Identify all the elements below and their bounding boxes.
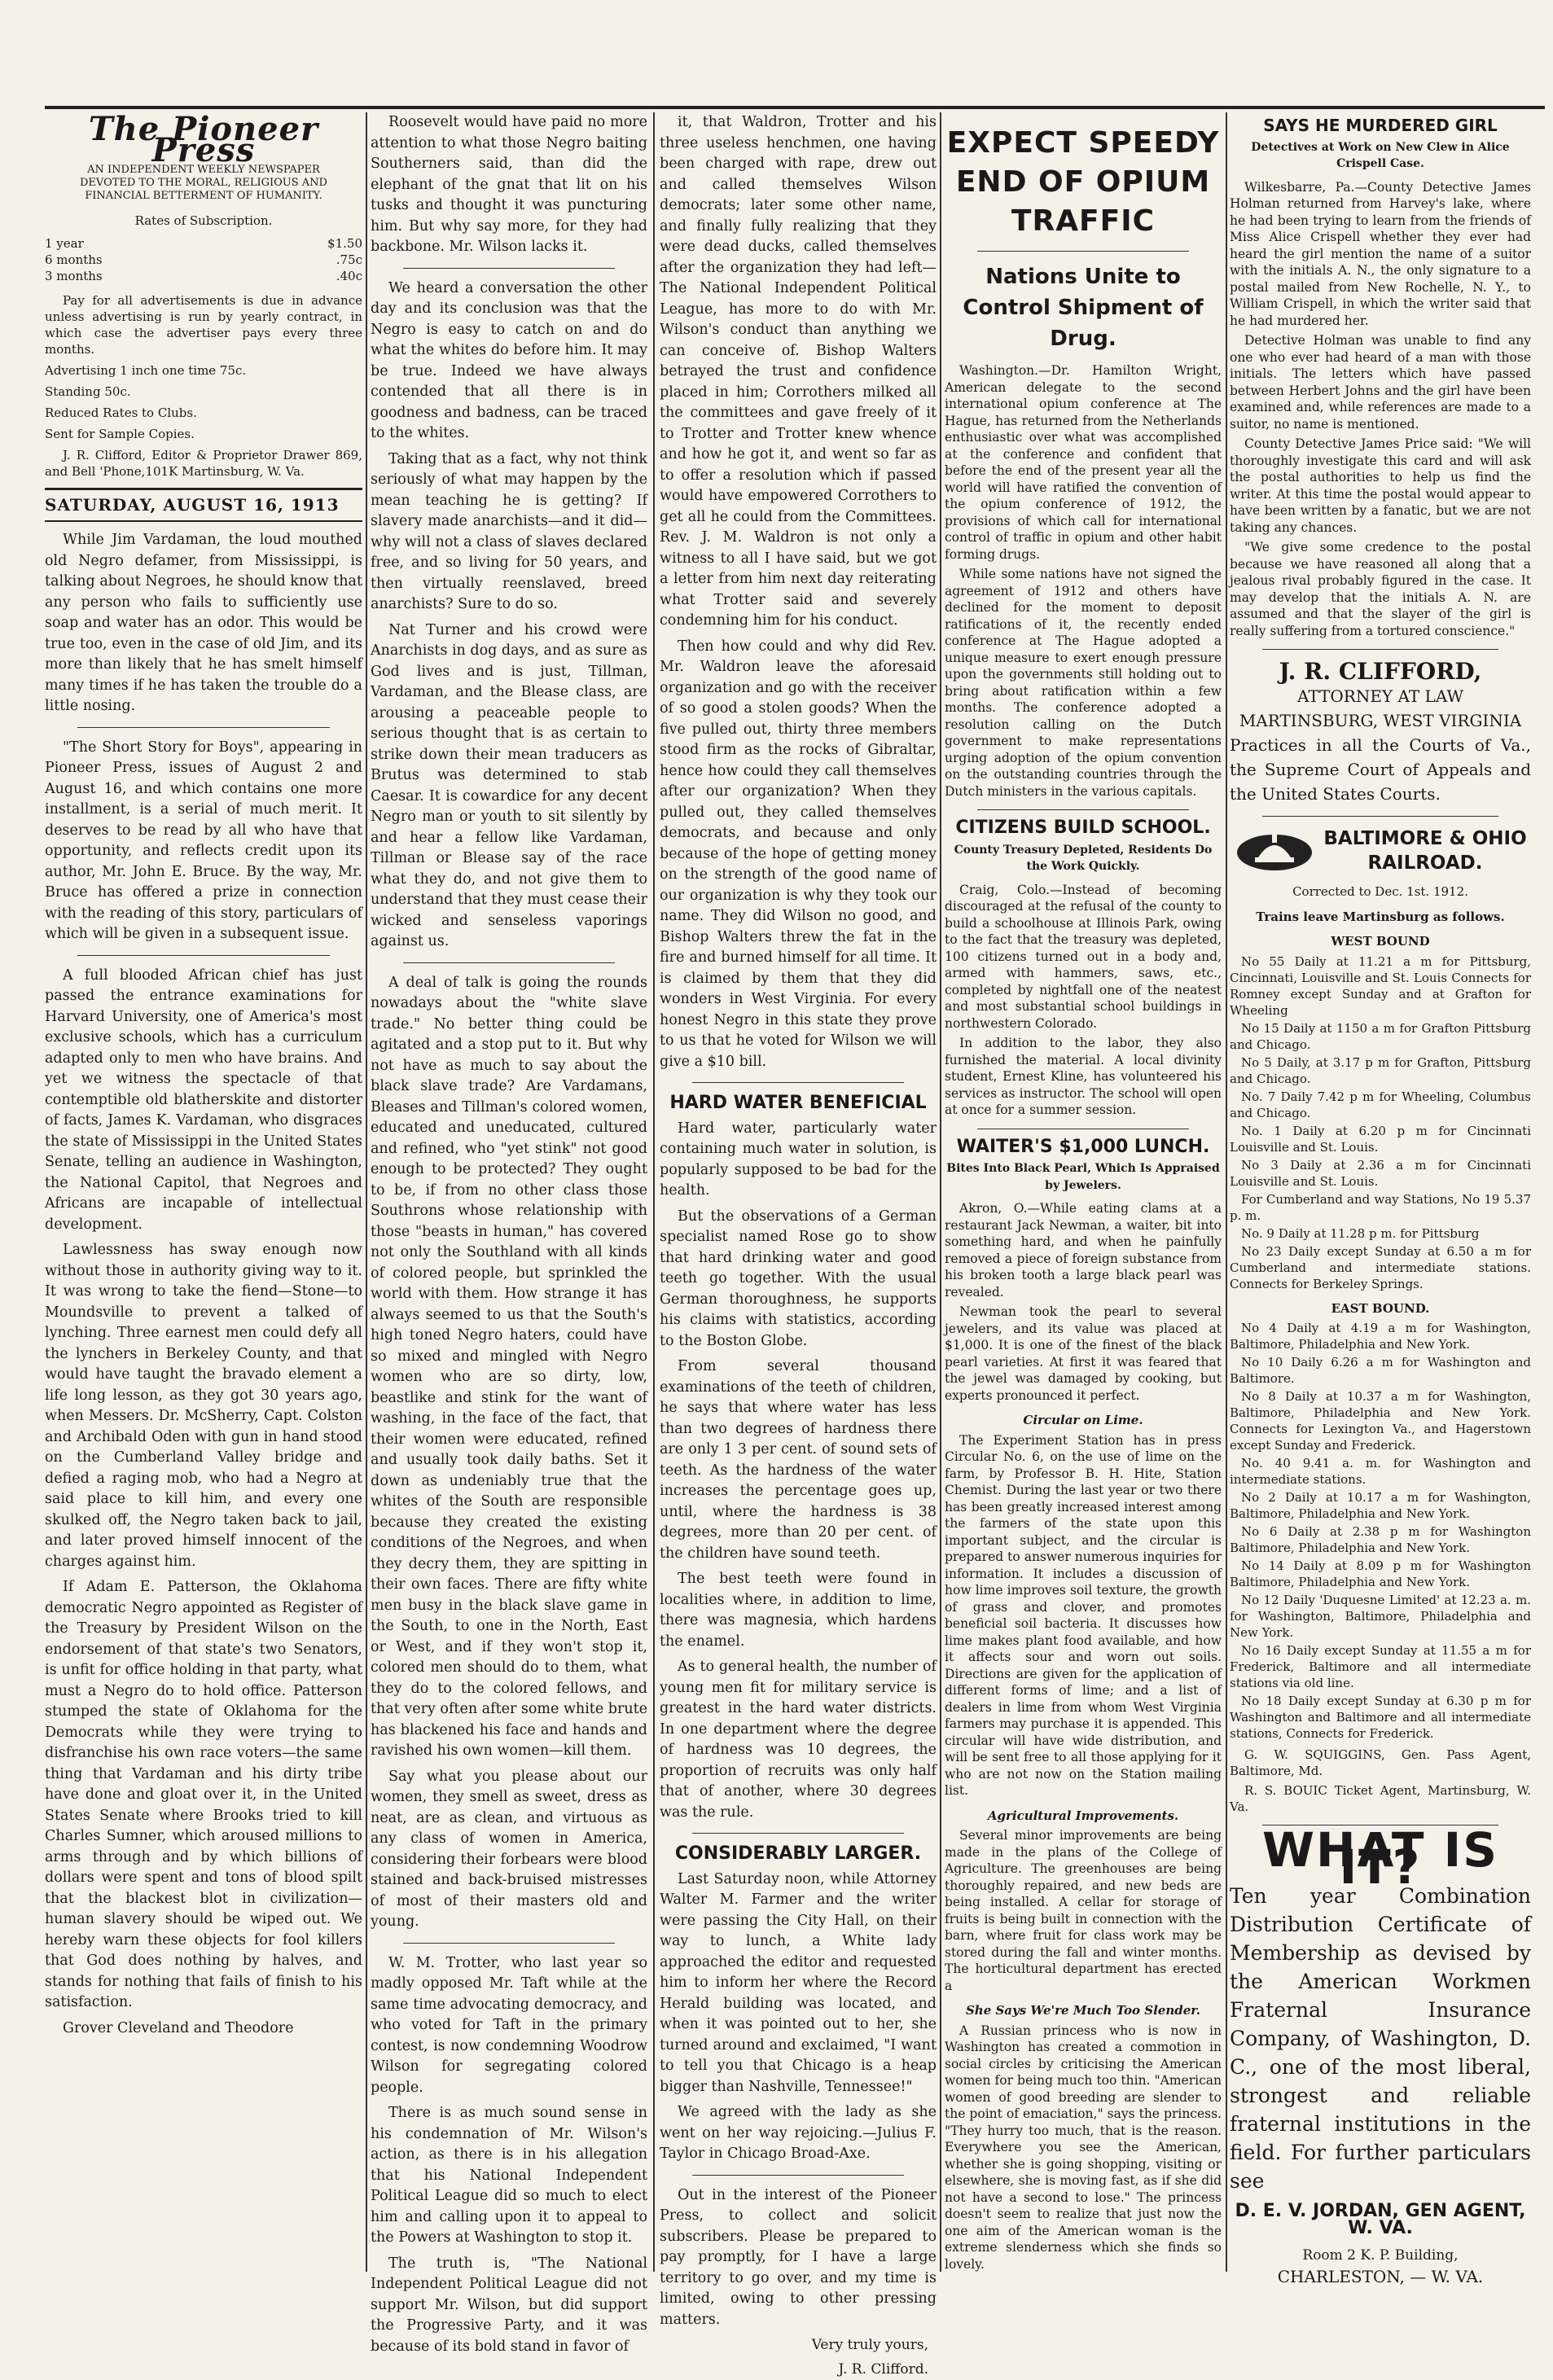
article-headline: Agricultural Improvements. xyxy=(945,1808,1222,1825)
west-bound-heading: WEST BOUND xyxy=(1230,933,1531,950)
advertising-rate: Advertising 1 inch one time 75c. xyxy=(45,362,362,379)
issue-date: SATURDAY, AUGUST 16, 1913 xyxy=(45,488,362,523)
editorial-paragraph: it, that Waldron, Trotter and his three useless henchmen, one having been charged with rape, drew out and called themselves Wilson democrats; later some other name, and finally fully realizing that they were dead ducks, called themselves after the organization they had left—The National Independent Political League, has more to do with Mr. Wilson's conduct than anything we can conceive of. Bishop Walters betrayed the trust and confidence placed in him; Corrothers milked all the committees and gave freely of it to Trotter and Trotter knew whence and how he got it, and went so far as to offer a resolution which if passed would have empowered Corrothers to get all he could from the Committees. Rev. J. M. Waldron is not only a witness to all I have said, but we got a letter from him next day reiterating what Trotter said and severely condemning him for his conduct. xyxy=(660,112,937,632)
signature-line: Very truly yours, xyxy=(668,2335,928,2356)
sub-headline: Nations Unite to Control Shipment of Drug. xyxy=(945,261,1222,354)
train-entry: No 10 Daily 6.26 a m for Washington and Baltimore. xyxy=(1230,1354,1531,1387)
masthead-subtitle: AN INDEPENDENT WEEKLY NEWSPAPER DEVOTED TO THE MORAL, RELIGIOUS AND FINANCIAL BETTERMENT OF HUMANITY. xyxy=(45,164,362,203)
rate-row: 1 year $1.50 xyxy=(45,235,362,252)
attorney-practice: Practices in all the Courts of Va., the Supreme Court of Appeals and the United States Courts. xyxy=(1230,733,1531,806)
attorney-city: MARTINSBURG, WEST VIRGINIA xyxy=(1230,708,1531,733)
editorial-paragraph: The truth is, "The National Independent Political League did not support Mr. Wilson, but did support the Progressive Party, and it was because of its bold stand in favor of xyxy=(371,2254,647,2358)
article-headline: CONSIDERABLY LARGER. xyxy=(660,1843,937,1865)
schedule-intro: Trains leave Martinsburg as follows. xyxy=(1230,909,1531,926)
train-entry: No 23 Daily except Sunday at 6.50 a m for Cumberland and intermediate stations. Connects for Berkeley Springs. xyxy=(1230,1243,1531,1292)
train-entry: No 6 Daily at 2.38 p m for Washington Baltimore, Philadelphia and New York. xyxy=(1230,1523,1531,1556)
column-separator xyxy=(653,112,655,2272)
ad-agent: D. E. V. JORDAN, GEN AGENT, W. VA. xyxy=(1230,2203,1531,2237)
article-paragraph: Hard water, particularly water containing much water in solution, is popularly supposed to be bad for the health. xyxy=(660,1119,937,1202)
column-3 xyxy=(660,112,937,2272)
schedule-corrected: Corrected to Dec. 1st. 1912. xyxy=(1230,883,1531,901)
rate-row: 3 months .40c xyxy=(45,268,362,284)
article-headline: She Says We're Much Too Slender. xyxy=(945,2002,1222,2019)
article-paragraph: From several thousand examinations of the teeth of children, he says that where water has less than two degrees of hardness there are only 1 3 per cent. of sound sets of teeth. As the hardness of the water increases the percentage goes up, until, where the hardness is 38 degrees, more than 20 per cent. of the children have sound teeth. xyxy=(660,1357,937,1564)
divider xyxy=(403,962,615,963)
article-paragraph: "We give some credence to the postal because we have reasoned all along that a jealous rival probably figured in the case. It may develop that the initials A. N. are assumed and that the slayer of the girl is really suffering from a tortured conscience." xyxy=(1230,539,1531,639)
signature-name: J. R. Clifford. xyxy=(668,2360,928,2380)
article-headline: SAYS HE MURDERED GIRL xyxy=(1230,117,1531,134)
article-paragraph: Wilkesbarre, Pa.—County Detective James Holman returned from Harvey's lake, where he had been trying to learn from the friends of Miss Alice Crispell whether they ever had heard the girl mention the name of a suitor with the initials A. N., the only signature to a postal mailed from New Rochelle, N. Y., to William Crispell, in which the writer said that he had murdered her. xyxy=(1230,179,1531,330)
article-headline: WAITER'S $1,000 LUNCH. xyxy=(945,1139,1222,1156)
editorial-paragraph: We heard a conversation the other day and its conclusion was that the Negro is easy to catch on and do what the whites do before him. It may be true. Indeed we have always contended that all there is in goodness and badness, can be traced to the whites. xyxy=(371,278,647,445)
article-headline: CITIZENS BUILD SCHOOL. xyxy=(945,820,1222,837)
column-separator xyxy=(366,112,367,2272)
column-2 xyxy=(371,112,647,2272)
divider xyxy=(403,268,615,269)
article-paragraph: While some nations have not signed the agreement of 1912 and others have declined for the moment to deposit ratifications of it, the recently ended conference at The Hague adopted a unique measure to exert enough pressure upon the governments still holding out to bring about ratification within a few months. The conference adopted a resolution calling on the Dutch government to make representations urging adoption of the opium convention on the outstanding countries through the Dutch ministers in the various capitals. xyxy=(945,566,1222,800)
article-headline: HARD WATER BENEFICIAL xyxy=(660,1093,937,1114)
editorial-paragraph: Then how could and why did Rev. Mr. Waldron leave the aforesaid organization and go with the receiver of so good a stolen goods? When the five pulled out, thirty three members stood firm as the rocks of Gibraltar, hence how could they call themselves after our organization? When they pulled out, they called themselves democrats, and because and only because of the hope of getting money on the strength of the good name of our organization is why they took our name. They did Wilson no good, and Bishop Walters threw the fat in the fire and burned himself for all time. It is claimed by them that they did wonders in West Virginia. For every honest Negro in this state they prove to us that he voted for Wilson we will give a $10 bill. xyxy=(660,637,937,1073)
train-entry: No 4 Daily at 4.19 a m for Washington, Baltimore, Philadelphia and New York. xyxy=(1230,1320,1531,1352)
standing-rate: Standing 50c. xyxy=(45,384,362,400)
divider xyxy=(977,809,1189,810)
editorial-paragraph: Say what you please about our women, they smell as sweet, dress as neat, are as clean, and virtuous as any class of women in America, considering their forbears were blood stained and back-bruised mistresses of most of their masters old and young. xyxy=(371,1767,647,1933)
article-paragraph: In addition to the labor, they also furnished the material. A local divinity student, Ernest Kline, has volunteered his services as instructor. The school will open at once for a summer session. xyxy=(945,1035,1222,1119)
article-paragraph: Craig, Colo.—Instead of becoming discouraged at the refusal of the county to build a schoolhouse at Illinois Park, owing to the fact that the treasury was depleted, 100 citizens turned out in a body and, armed with hammers, saws, etc., completed by nightfall one of the neatest and most substantial school buildings in northwestern Colorado. xyxy=(945,882,1222,1032)
article-paragraph: Akron, O.—While eating clams at a restaurant Jack Newman, a waiter, bit into something hard, and when he painfully removed a piece of foreign substance from his broken tooth a large black pearl was revealed. xyxy=(945,1200,1222,1300)
column-5 xyxy=(1230,112,1531,2272)
club-rate: Reduced Rates to Clubs. xyxy=(45,405,362,421)
divider xyxy=(403,1943,615,1944)
article-paragraph: Several minor improvements are being made in the plans of the College of Agriculture. The greenhouses are being thoroughly repaired, and new beds are being installed. A cellar for storage of fruits is being built in connection with the barn, where fruit for class work may be stored during the fall and winter months. The horticultural department has erected a xyxy=(945,1827,1222,1994)
attorney-ad xyxy=(1230,660,1531,806)
divider xyxy=(1262,649,1498,650)
train-entry: No 8 Daily at 10.37 a m for Washington, Baltimore, Philadelphia and New York. Connects for Lexington Va., and Hagerstown except Sunday and Frederick. xyxy=(1230,1388,1531,1453)
article-subheadline: County Treasury Depleted, Residents Do the Work Quickly. xyxy=(945,842,1222,875)
column-separator xyxy=(1226,112,1227,2272)
divider xyxy=(692,1082,904,1083)
railroad-header xyxy=(1230,826,1531,875)
rates-title: Rates of Subscription. xyxy=(45,211,362,232)
article-paragraph: Out in the interest of the Pioneer Press, to collect and solicit subscribers. Please be prepared to pay promptly, for I have a large territory to go over, and my time is limited, owing to other pressing matters. xyxy=(660,2185,937,2331)
east-bound-heading: EAST BOUND. xyxy=(1230,1300,1531,1317)
article-subheadline: Bites Into Black Pearl, Which Is Appraised by Jewelers. xyxy=(945,1160,1222,1194)
article-paragraph: We agreed with the lady as she went on her way rejoicing.—Julius F. Taylor in Chicago Broad-Axe. xyxy=(660,2102,937,2165)
ad-body: Ten year Combination Distribution Certificate of Membership as devised by the American Workmen Fraternal Insurance Company, of Washington, D. C., one of the most liberal, strongest and reliable fraternal institutions in the field. For further particulars see xyxy=(1230,1882,1531,2195)
divider xyxy=(692,2175,904,2176)
editorial-paragraph: If Adam E. Patterson, the Oklahoma democratic Negro appointed as Register of the Treasury by President Wilson on the endorsement of that state's two Senators, is unfit for office holding in that party, what must a Negro do to hold office. Patterson stumped the state of Oklahoma for the Democrats while they were trying to disfranchise his own race voters—the same thing that Vardaman and his dirty tribe have done and gloat over it, in the United States Senate where Brooks tried to kill Charles Sumner, which aroused millions to arms through and by which billions of dollars were spent and tons of blood spilt that the blackest blot in civilization—human slavery should be wiped out. We hereby warn these objects for fool killers that God does nothing by halves, and stands for nothing that fails of finish to his satisfaction. xyxy=(45,1577,362,2014)
train-entry: No 15 Daily at 1150 a m for Grafton Pittsburg and Chicago. xyxy=(1230,1020,1531,1053)
editorial-paragraph: A deal of talk is going the rounds nowadays about the "white slave trade." No better thing could be agitated and a stop put to it. But why not have as much to say about the black slave trade? Are Vardamans, Bleases and Tillman's colored women, educated and uneducated, cultured and refined, who "yet stink" not good enough to be protected? They ought to be, if from no other class those Southrons whose relationship with those "beasts in human," has covered not only the Southland with all kinds of colored people, but sprinkled the world with them. How strange it has always seemed to us that the South's high toned Negro haters, could have so mixed and mingled with Negro women who are so dirty, low, beastlike and stink for the want of washing, in the face of the fact, that their women were educated, refined and usually took daily baths. Set it down as undeniably true that the whites of the South are responsible because they created the existing conditions of the Negroes, and when they decry them, they are spitting in their own faces. There are fifty white men busy in the black slave game in the South, to one in the North, East or West, and if they won't stop it, colored men should do to them, what they do to the colored fellows, and that very often after some white brute has blackened his face and hands and ravished his own women—kill them. xyxy=(371,973,647,1762)
rate-row: 6 months .75c xyxy=(45,252,362,268)
column-1 xyxy=(45,112,362,2272)
masthead: The Pioneer Press xyxy=(45,119,362,160)
column-4 xyxy=(945,112,1222,2272)
article-paragraph: Detective Holman was unable to find any one who ever had heard of a man with those initials. The letters which have passed between Herbert Johns and the girl have been examined and, while references are made to a suitor, no name is mentioned. xyxy=(1230,332,1531,432)
passenger-agent: G. W. SQUIGGINS, Gen. Pass Agent, Baltimore, Md. xyxy=(1230,1747,1531,1779)
ad-city: CHARLESTON, — W. VA. xyxy=(1230,2266,1531,2287)
editorial-paragraph: While Jim Vardaman, the loud mouthed old Negro defamer, from Mississippi, is talking about Negroes, he should know that any person who fails to sufficiently use soap and water has an odor. This would be true too, even in the case of old Jim, and its more than likely that he has smelt himself many times if he has taken the trouble do a little nosing. xyxy=(45,530,362,717)
top-rule xyxy=(45,106,1545,109)
article-paragraph: Last Saturday noon, while Attorney Walter M. Farmer and the writer were passing the City Hall, on their way to lunch, a White lady approached the editor and requested him to inform her where the Record Herald building was located, and when it was pointed out to her, she turned around and exclaimed, "I want to tell you that Chicago is a heap bigger than Nashville, Tennessee!" xyxy=(660,1869,937,2098)
ticket-agent: R. S. BOUIC Ticket Agent, Martinsburg, W. Va. xyxy=(1230,1782,1531,1815)
west-bound-list xyxy=(1230,953,1531,1292)
article-paragraph: As to general health, the number of young men fit for military service is greatest in the hard water districts. In one department where the degree of hardness was 10 degrees, the proportion of recruits was only half that of another, where 30 degrees was the rule. xyxy=(660,1657,937,1823)
divider xyxy=(692,1833,904,1834)
editorial-paragraph: Grover Cleveland and Theodore xyxy=(45,2018,362,2040)
train-entry: No 12 Daily 'Duquesne Limited' at 12.23 a. m. for Washington, Baltimore, Philadelphia and New York. xyxy=(1230,1592,1531,1641)
train-entry: No 16 Daily except Sunday at 11.55 a m for Frederick, Baltimore and all intermediate stations via old line. xyxy=(1230,1642,1531,1691)
train-entry: No 3 Daily at 2.36 a m for Cincinnati Louisville and St. Louis. xyxy=(1230,1157,1531,1190)
article-paragraph: A Russian princess who is now in Washington has created a commotion in social circles by criticising the American women for being much too thin. "American women of good breeding are slender to the point of emaciation," says the princess. "They hurry too much, that is the reason. Everywhere you see the American, whether she is going shopping, visiting or elsewhere, she is moving fast, as if she did not have a second to lose." The princess doesn't seem to realize that just now the one aim of the American woman is the extreme slenderness which she finds so lovely. xyxy=(945,2023,1222,2273)
sample-copies: Sent for Sample Copies. xyxy=(45,426,362,442)
divider xyxy=(77,727,330,728)
editorial-paragraph: There is as much sound sense in his condemnation of Mr. Wilson's action, as there is in his allegation that his National Independent Political League did so much to elect him and calling upon it to appeal to the Powers at Washington to stop it. xyxy=(371,2103,647,2249)
article-paragraph: Washington.—Dr. Hamilton Wright, American delegate to the second international opium conference at The Hague, has returned from the Netherlands enthusiastic over what was accomplished at the conference and confident that before the end of the present year all the world will have ratified the convention of the opium conference of 1912, the provisions of which call for international control of traffic in opium and other habit forming drugs. xyxy=(945,362,1222,563)
train-entry: For Cumberland and way Stations, No 19 5.37 p. m. xyxy=(1230,1191,1531,1224)
east-bound-list xyxy=(1230,1320,1531,1742)
editor-info: J. R. Clifford, Editor & Proprietor Drawer 869, and Bell 'Phone,101K Martinsburg, W. Va. xyxy=(45,447,362,480)
train-entry: No 5 Daily, at 3.17 p m for Grafton, Pittsburg and Chicago. xyxy=(1230,1054,1531,1087)
train-entry: No. 1 Daily at 6.20 p m for Cincinnati Louisville and St. Louis. xyxy=(1230,1123,1531,1155)
editorial-paragraph: Nat Turner and his crowd were Anarchists in dog days, and as sure as God lives and is just, Tillman, Vardaman, and the Blease class, are arousing a peaceable people to serious thought that is as certain to strike down their mean traducers as Brutus was determined to stab Caesar. It is cowardice for any decent Negro man or youth to sit silently by and hear a fellow like Vardaman, Tillman or Blease say of the race what they do, and not give them to understand that they must cease their wicked and senseless vaporings against us. xyxy=(371,620,647,953)
article-headline: Circular on Lime. xyxy=(945,1412,1222,1429)
editorial-paragraph: Roosevelt would have paid no more attention to what those Negro baiting Southerners said, than did the elephant of the gnat that lit on his tusks and thought it was puncturing him. But why say more, for they had backbone. Mr. Wilson lacks it. xyxy=(371,112,647,258)
editorial-paragraph: Taking that as a fact, why not think seriously of what may happen by the mean teaching he is getting? If slavery made anarchists—and it did—why will not a class of slaves declared free, and so living for 50 years, and then virtually reenslaved, breed anarchists? Sure to do so. xyxy=(371,449,647,616)
article-subheadline: Detectives at Work on New Clew in Alice Crispell Case. xyxy=(1230,139,1531,173)
editorial-paragraph: W. M. Trotter, who last year so madly opposed Mr. Taft while at the same time advocating democracy, and who voted for Taft in the primary contest, is now condemning Woodrow Wilson for segregating colored people. xyxy=(371,1953,647,2099)
railroad-dome-icon xyxy=(1234,828,1315,874)
ad-headline: WHAT IS IT? xyxy=(1230,1842,1531,1875)
train-entry: No. 7 Daily 7.42 p m for Wheeling, Columbus and Chicago. xyxy=(1230,1089,1531,1121)
payment-notice: Pay for all advertisements is due in advance unless advertising is run by yearly contract, in which case the advertiser pays every three months. xyxy=(45,292,362,357)
train-entry: No. 40 9.41 a. m. for Washington and intermediate stations. xyxy=(1230,1455,1531,1488)
train-entry: No 2 Daily at 10.17 a m for Washington, Baltimore, Philadelphia and New York. xyxy=(1230,1489,1531,1522)
column-separator xyxy=(940,112,941,2272)
article-paragraph: The Experiment Station has in press Circular No. 6, on the use of lime on the farm, by Professor B. H. Hite, Station Chemist. During the last year or two there has been greatly increased interest among the farmers of the state upon this important subject, and the circular is prepared to answer numerous inquiries for information. It includes a discussion of how lime improves soil texture, the growth of grass and clover, and promotes beneficial soil bacteria. It discusses how lime makes plant food available, and how it affects sour and worn out soils. Directions are given for the application of different forms of lime; and a list of dealers in lime from whom West Virginia farmers may purchase it is appended. This circular will have wide distribution, and will be sent free to all those applying for it who are not now on the Station mailing list. xyxy=(945,1432,1222,1799)
editorial-paragraph: Lawlessness has sway enough now without those in authority giving way to it. It was wrong to take the fiend—Stone—to Moundsville to prevent a talked of lynching. Three earnest men could defy all the lynchers in Berkeley County, and that would have taught the bravado element a life long lesson, as they got 30 years ago, when Messers. Dr. McSherry, Capt. Colston and Archibald Oden with gun in hand stood on the Cumberland Valley bridge and defied a raging mob, who had a Negro at said place to kill him, and every one skulked off, the Negro taken back to jail, and later proved himself innocent of the charges against him. xyxy=(45,1240,362,1572)
divider xyxy=(77,955,330,956)
attorney-name: J. R. CLIFFORD, xyxy=(1230,660,1531,684)
article-paragraph: The best teeth were found in localities where, in addition to lime, there was magnesia, which hardens the enamel. xyxy=(660,1569,937,1652)
train-entry: No 55 Daily at 11.21 a m for Pittsburg, Cincinnati, Louisville and St. Louis Connects for Romney except Sunday and at Grafton for Wheeling xyxy=(1230,953,1531,1019)
train-entry: No. 9 Daily at 11.28 p m. for Pittsburg xyxy=(1230,1225,1531,1242)
divider xyxy=(977,251,1189,252)
article-paragraph: But the observations of a German specialist named Rose go to show that hard drinking water and good teeth go together. With the usual German thoroughness, he supports his claims with statistics, according to the Boston Globe. xyxy=(660,1207,937,1352)
railroad-name: BALTIMORE & OHIO RAILROAD. xyxy=(1323,826,1526,875)
editorial-paragraph: A full blooded African chief has just passed the entrance examinations for Harvard University, one of America's most exclusive schools, which has a curriculum adapted only to men who have brains. And yet we witness the spectacle of that contemptible old blatherskite and distorter of facts, James K. Vardaman, who disgraces the state of Mississippi in the United States Senate, telling an audience in Washington, the National Capitol, that Negroes and Africans are incapable of intellectual development. xyxy=(45,966,362,1236)
divider xyxy=(1262,816,1498,817)
main-headline: EXPECT SPEEDY END OF OPIUM TRAFFIC xyxy=(945,124,1222,241)
article-paragraph: Newman took the pearl to several jewelers, and its value was placed at $1,000. It is one of the finest of the black pearl varieties. At first it was feared that the jewel was damaged by cooking, but experts pronounced it perfect. xyxy=(945,1304,1222,1404)
editorial-paragraph: "The Short Story for Boys", appearing in Pioneer Press, issues of August 2 and August 16, and which contains one more installment, is a serial of much merit. It deserves to be read by all who have that opportunity, and reflects credit upon its author, Mr. John E. Bruce. By the way, Mr. Bruce has offered a prize in connection with the reading of this story, particulars of which will be given in a subsequent issue. xyxy=(45,738,362,945)
train-entry: No 14 Daily at 8.09 p m for Washington Baltimore, Philadelphia and New York. xyxy=(1230,1558,1531,1590)
ad-room: Room 2 K. P. Building, xyxy=(1230,2245,1531,2266)
train-entry: No 18 Daily except Sunday at 6.30 p m for Washington and Baltimore and all intermediate stations, Connects for Frederick. xyxy=(1230,1693,1531,1742)
attorney-title: ATTORNEY AT LAW xyxy=(1230,684,1531,708)
article-paragraph: County Detective James Price said: "We will thoroughly investigate this card and will ask the postal authorities to help us find the writer. At this time the postal would appear to have been written by a fanatic, but we are not taking any chances. xyxy=(1230,436,1531,536)
rates-table xyxy=(45,235,362,284)
